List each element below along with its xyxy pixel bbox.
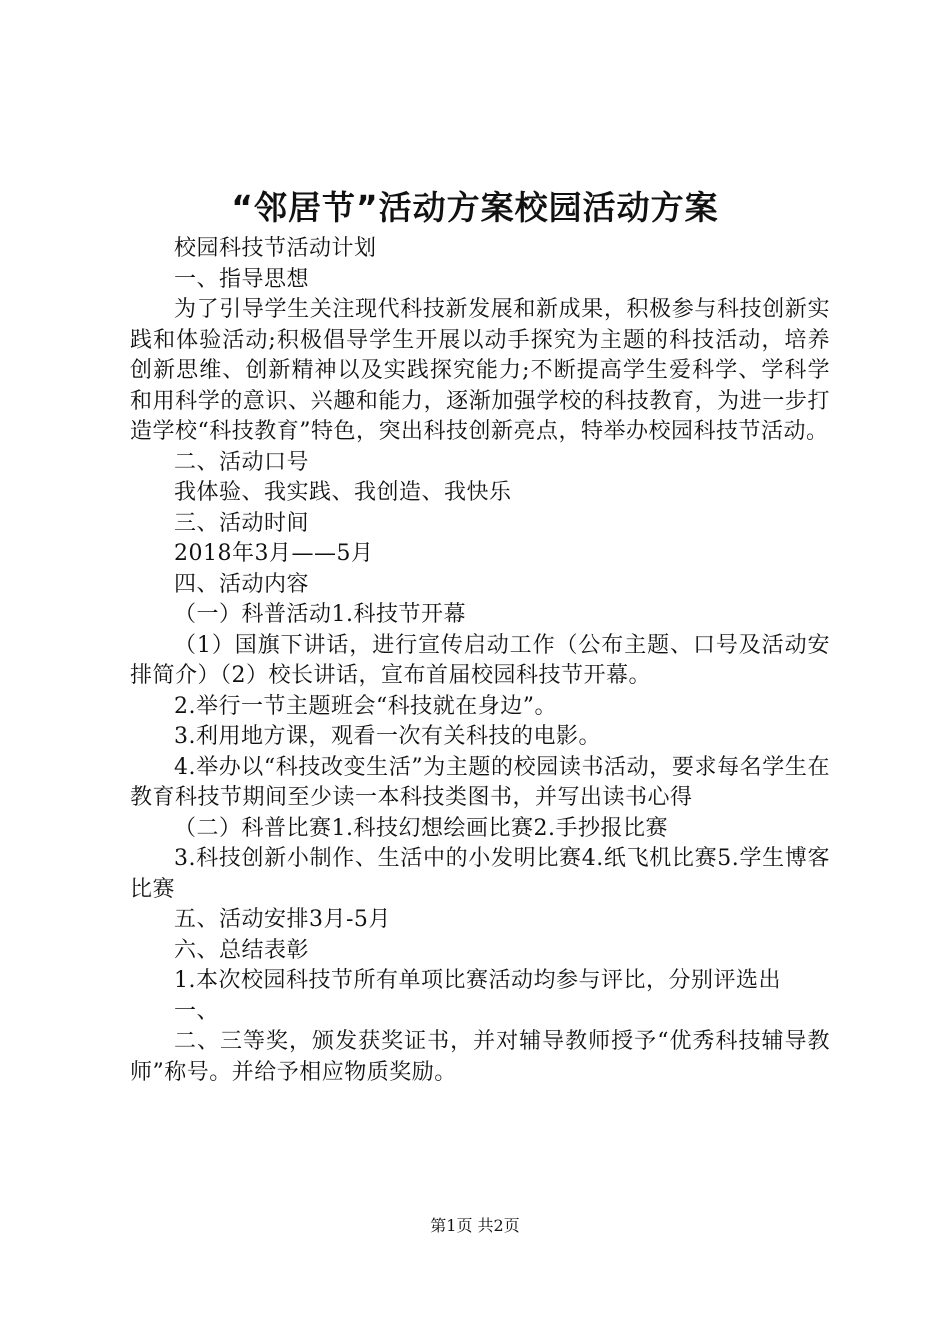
paragraph-slogan: 我体验、我实践、我创造、我快乐 bbox=[174, 480, 512, 505]
heading-content: 四、活动内容 bbox=[174, 571, 310, 597]
paragraph-content-3: 2.举行一节主题班会“科技就在身边”。 bbox=[174, 693, 557, 719]
document-title: “邻居节”活动方案校园活动方案 bbox=[231, 188, 719, 227]
paragraph-content-5: 4.举办以“科技改变生活”为主题的校园读书活动，要求每名学生在教育科技节期间至少读一本科技类图书，并写出读书心得 bbox=[130, 754, 830, 810]
heading-guiding-idea: 一、指导思想 bbox=[174, 266, 310, 292]
paragraph-content-2: （1）国旗下讲话，进行宣传启动工作（公布主题、口号及活动安排简介）（2）校长讲话，宣布首届校园科技节开幕。 bbox=[130, 632, 830, 688]
page-number: 第1页 共2页 bbox=[430, 1216, 520, 1235]
paragraph-time: 2018年3月——5月 bbox=[174, 541, 374, 566]
heading-schedule: 五、活动安排3月-5月 bbox=[174, 907, 391, 932]
heading-slogan: 二、活动口号 bbox=[174, 449, 310, 475]
heading-time: 三、活动时间 bbox=[174, 510, 310, 536]
paragraph-plan-title: 校园科技节活动计划 bbox=[174, 236, 377, 261]
heading-summary: 六、总结表彰 bbox=[174, 937, 310, 963]
paragraph-summary-2: 一、 bbox=[174, 998, 220, 1024]
document-body bbox=[130, 234, 830, 1088]
paragraph-content-7: 3.科技创新小制作、生活中的小发明比赛4.纸飞机比赛5.学生博客比赛 bbox=[130, 846, 830, 902]
paragraph-content-1: （一）科普活动1.科技节开幕 bbox=[174, 602, 466, 627]
paragraph-summary-1: 1.本次校园科技节所有单项比赛活动均参与评比，分别评选出 bbox=[174, 968, 781, 993]
paragraph-summary-3: 二、三等奖，颁发获奖证书，并对辅导教师授予“优秀科技辅导教师”称号。并给予相应物质奖励。 bbox=[130, 1029, 830, 1085]
paragraph-content-6: （二）科普比赛1.科技幻想绘画比赛2.手抄报比赛 bbox=[174, 815, 668, 841]
paragraph-content-4: 3.利用地方课，观看一次有关科技的电影。 bbox=[174, 724, 601, 749]
paragraph-guiding-idea: 为了引导学生关注现代科技新发展和新成果，积极参与科技创新实践和体验活动;积极倡导学生开展以动手探究为主题的科技活动，培养创新思维、创新精神以及实践探究能力;不断提高学生爱科学、学科学和用科学的意识、兴趣和能力，逐渐加强学校的科技教育，为进一步打造学校“科技教育”特色，突出科技创新亮点，特举办校园科技节活动。 bbox=[130, 297, 830, 444]
